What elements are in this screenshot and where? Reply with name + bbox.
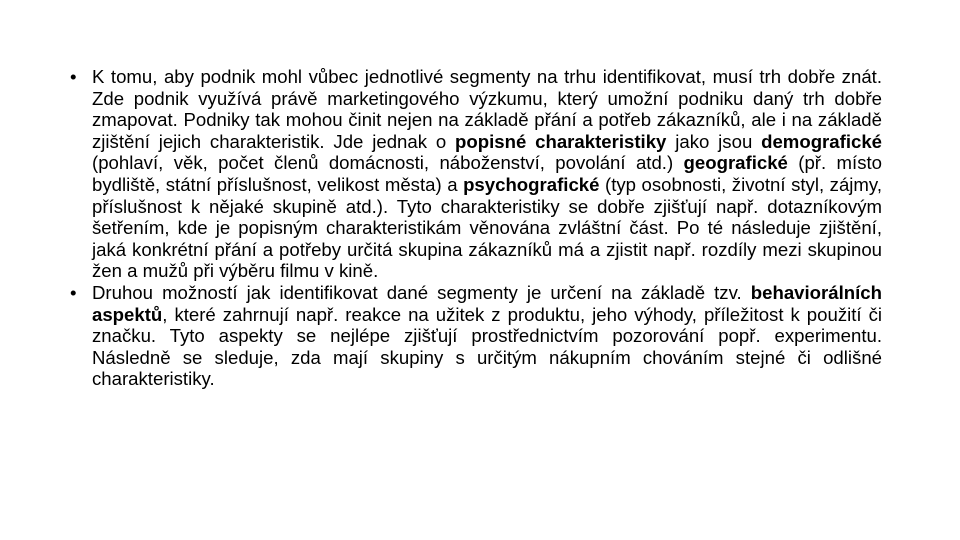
bullet-text: K tomu, aby podnik mohl vůbec jednotlivé segmenty na trhu identifikovat, musí trh dobře znát. Zde podnik využívá právě marketingového výzkumu, který umožní podniku daný trh dobře zmapovat. Podniky tak mohou činit nejen na základě přání a potřeb zákazníků, ale i na základě zjištění jejich charakteristik. Jde jednak o — [92, 66, 882, 152]
bullet-text: , které zahrnují např. reakce na užitek z produktu, jeho výhody, příležitost k použití či značku. Tyto aspekty se nejlépe zjišťují prostřednictvím pozorování popř. experimentu. Následně se sleduje, zda mají skupiny s určitým nákupním chováním stejné či odlišné charakteristiky. — [92, 303, 882, 390]
bullet-text: Druhou možností jak identifikovat dané segmenty je určení na základě tzv. — [92, 281, 751, 303]
bold-term-behavioralnich-aspektu: behaviorálních aspektů — [92, 281, 882, 325]
bullet-text: (př. místo bydliště, státní příslušnost, velikost města) a — [92, 152, 882, 195]
bullet-text: jako jsou — [666, 130, 762, 152]
bullet-text: (pohlaví, věk, počet členů domácnosti, náboženství, povolání atd.) — [92, 152, 684, 174]
bold-term-psychograficke: psychografické — [463, 173, 600, 195]
bold-term-popisne-charakteristiky: popisné charakteristiky — [455, 130, 667, 152]
bold-term-geograficke: geografické — [683, 152, 788, 174]
bullet-item-segment-research — [70, 66, 882, 282]
bold-term-demograficke: demografické — [761, 130, 883, 152]
bullet-text: (typ osobnosti, životní styl, zájmy, příslušnost k nějaké skupině atd.). Tyto charakteristiky se dobře zjišťují např. dotazníkovým šetřením, kde je popisným charakteristikám věnována zvláštní část. Po té následuje zjištění, jaká konkrétní přání a potřeby určitá skupina zákazníků má a zjistit např. rozdíly mezi skupinou žen a mužů při výběru filmu v kině. — [92, 173, 882, 282]
bullet-list — [70, 66, 882, 390]
bullet-item-behavioral-aspects — [70, 282, 882, 390]
